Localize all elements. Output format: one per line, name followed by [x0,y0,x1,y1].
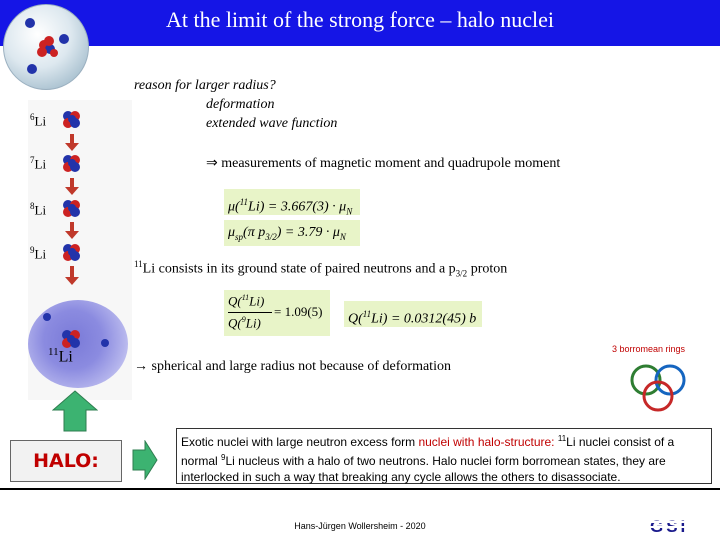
halo-neutron-icon [100,338,110,348]
measurements-text: ⇒ measurements of magnetic moment and quadrupole moment [206,156,561,171]
isotope-label-li8: $^8$Li [30,201,47,218]
halo-nucleus-label: $^{11}$Li [48,346,73,366]
isotope-label-li6: $^6$Li [30,112,47,129]
reason-item-deformation: deformation [206,97,275,112]
footer-author: Hans-Jürgen Wollersheim - 2020 [294,521,426,531]
footer-divider [0,488,720,490]
borromean-rings-icon [628,358,694,414]
borromean-label: 3 borromean rings [612,344,686,354]
formula-mu-sp: $\mu_{sp}(\pi$ $p_{3/2}) = 3.79 \cdot \mu_N$ [224,220,360,246]
isotope-label-li7: $^7$Li [30,155,47,172]
page-title: At the limit of the strong force – halo nuclei [166,7,554,32]
arrow-down-icon [64,266,80,286]
halo-neutron-icon [42,312,52,322]
isotope-label-li9: $^9$Li [30,245,47,262]
nucleus-li8-icon [60,197,84,221]
nucleus-li6-icon [60,108,84,132]
nucleus-li9-icon [60,241,84,265]
reason-question: reason for larger radius? [134,78,276,93]
gsi-logo [648,516,718,536]
arrow-right-icon [132,440,158,480]
formula-mu-li11: $\mu(^{11}Li) = 3.667(3) \cdot \mu_N$ [224,189,360,215]
arrow-up-icon [52,390,98,432]
arrow-down-icon [64,134,80,152]
spherical-conclusion: → spherical and large radius not because of deformation [134,359,451,374]
nucleus-li7-icon [60,152,84,176]
formula-q-ratio: Q($^{11}$Li) Q($^9$Li) = 1.09(5) [224,290,330,336]
atom-logo-graphic [4,5,88,89]
formula-q-li11: Q($^{11}$Li) = 0.0312(45) b [344,301,482,327]
arrow-down-icon [64,222,80,240]
svg-text:GSI: GSI [650,517,689,536]
ground-state-text: $^{11}$Li consists in its ground state of paired neutrons and a $p_{3/2}$ proton [134,259,508,279]
arrow-down-icon [64,178,80,196]
reason-item-wavefunction: extended wave function [206,116,338,131]
exotic-nuclei-textbox: Exotic nuclei with large neutron excess form nuclei with halo-structure: $^{11}$Li nuclei consist of a normal $^9$Li nucleus with a halo of two neutrons. Halo nuclei form borromean states, they are interlocked in such a way that breaking any cycle allows the others to disassociate. [176,428,712,484]
halo-button[interactable]: HALO: [10,440,122,482]
gsi-logo-graphic [648,516,718,536]
atom-logo-icon [3,4,89,90]
